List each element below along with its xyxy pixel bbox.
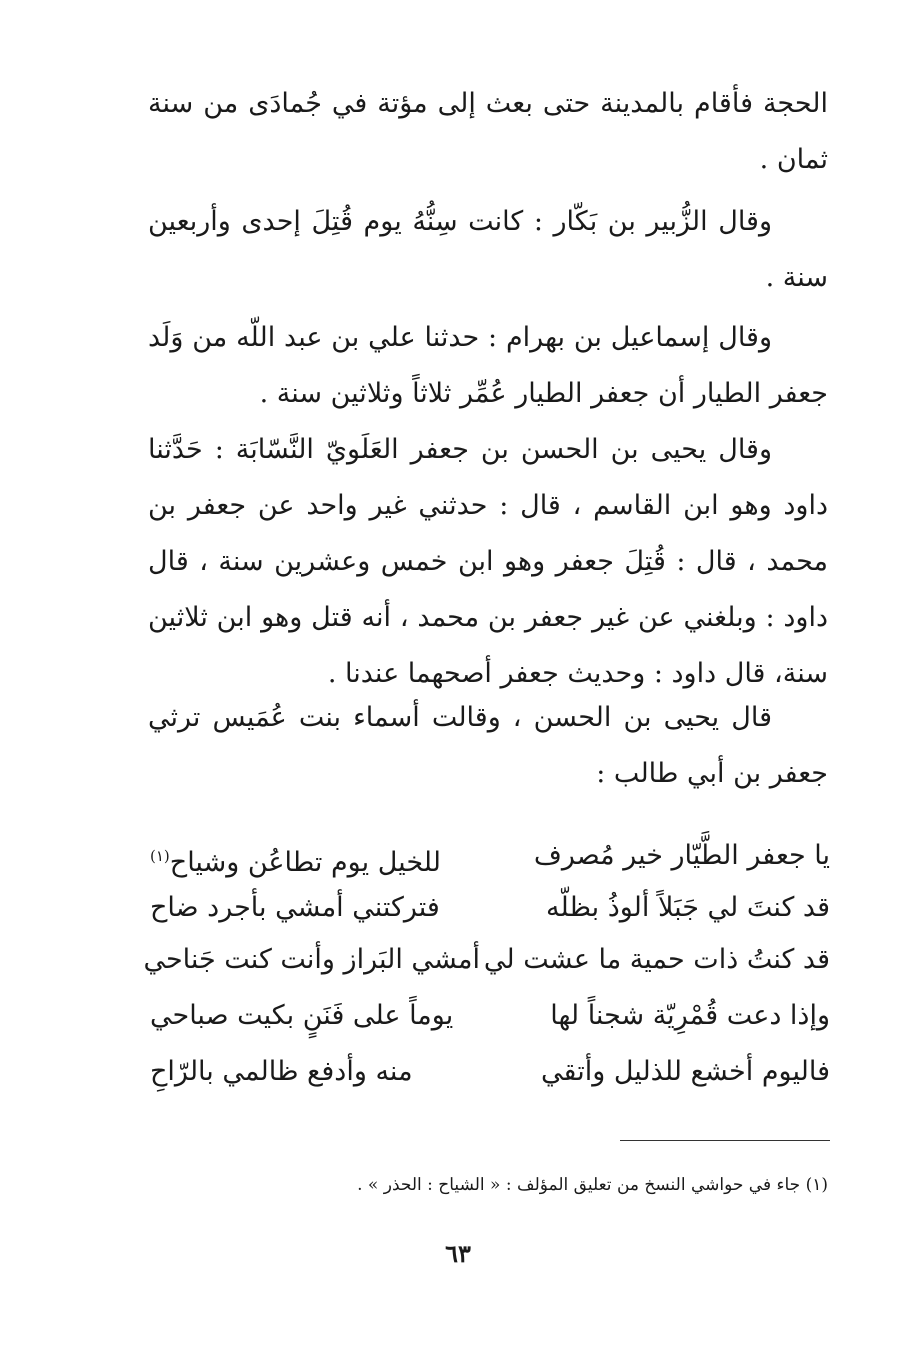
verse-first-hemistich: يا جعفر الطَّيّار خير مُصرف	[533, 840, 830, 871]
verse-second-hemistich: فتركتني أمشي بأجرد ضاح	[150, 892, 440, 923]
verse-second-hemistich: أمشي البَراز وأنت كنت جَناحي	[143, 944, 480, 975]
verse-second-hemistich: يوماً على فَنَنٍ بكيت صباحي	[150, 1000, 454, 1031]
footnote: (١) جاء في حواشي النسخ من تعليق المؤلف : « الشياح : الحذر » .	[357, 1175, 828, 1195]
paragraph-3: وقال إسماعيل بن بهرام : حدثنا علي بن عبد اللّه من وَلَد جعفر الطيار أن جعفر الطيار عُمِّر ثلاثاً وثلاثين سنة .	[148, 322, 828, 409]
verse-second-hemistich: منه وأدفع ظالمي بالرّاحِ	[150, 1056, 413, 1087]
paragraph-1: الحجة فأقام بالمدينة حتى بعث إلى مؤتة في جُمادَى من سنة ثمان .	[148, 88, 828, 175]
verse-line	[150, 882, 830, 934]
verse-first-hemistich: وإذا دعت قُمْرِيّة شجناً لها	[550, 1000, 830, 1031]
verse-first-hemistich: قد كنتَ لي جَبَلاً ألوذُ بظلّه	[546, 892, 830, 923]
verse-line	[150, 830, 830, 882]
page-number: ٦٣	[445, 1239, 471, 1268]
verse-second-hemistich	[150, 830, 480, 882]
verse-line	[143, 934, 830, 986]
paragraph-2: وقال الزُّبير بن بَكّار : كانت سِنُّهُ يوم قُتِلَ إحدى وأربعين سنة .	[148, 206, 828, 293]
verse-first-hemistich: قد كنتُ ذات حمية ما عشت لي	[483, 944, 830, 975]
paragraph-4: وقال يحيى بن الحسن بن جعفر العَلَويّ النَّسّابَة : حَدَّثنا داود وهو ابن القاسم ، قال : حدثني غير واحد عن جعفر بن محمد ، قال : قُتِلَ جعفر وهو ابن خمس وعشرين سنة ، قال داود : وبلغني عن غير جعفر بن محمد ، أنه قتل وهو ابن ثلاثين سنة، قال داود : وحديث جعفر أصحهما عندنا .	[148, 434, 828, 689]
footnote-marker: (١)	[150, 847, 170, 865]
poem	[143, 830, 830, 1098]
verse-line	[150, 1046, 830, 1098]
verse-first-hemistich: فاليوم أخشع للذليل وأتقي	[541, 1056, 830, 1087]
paragraph-5: قال يحيى بن الحسن ، وقالت أسماء بنت عُمَيس ترثي جعفر بن أبي طالب :	[148, 702, 828, 789]
footnote-divider	[620, 1140, 830, 1141]
verse-line	[150, 990, 830, 1042]
verse-second-text: للخيل يوم تطاعُن وشياح	[169, 847, 441, 878]
